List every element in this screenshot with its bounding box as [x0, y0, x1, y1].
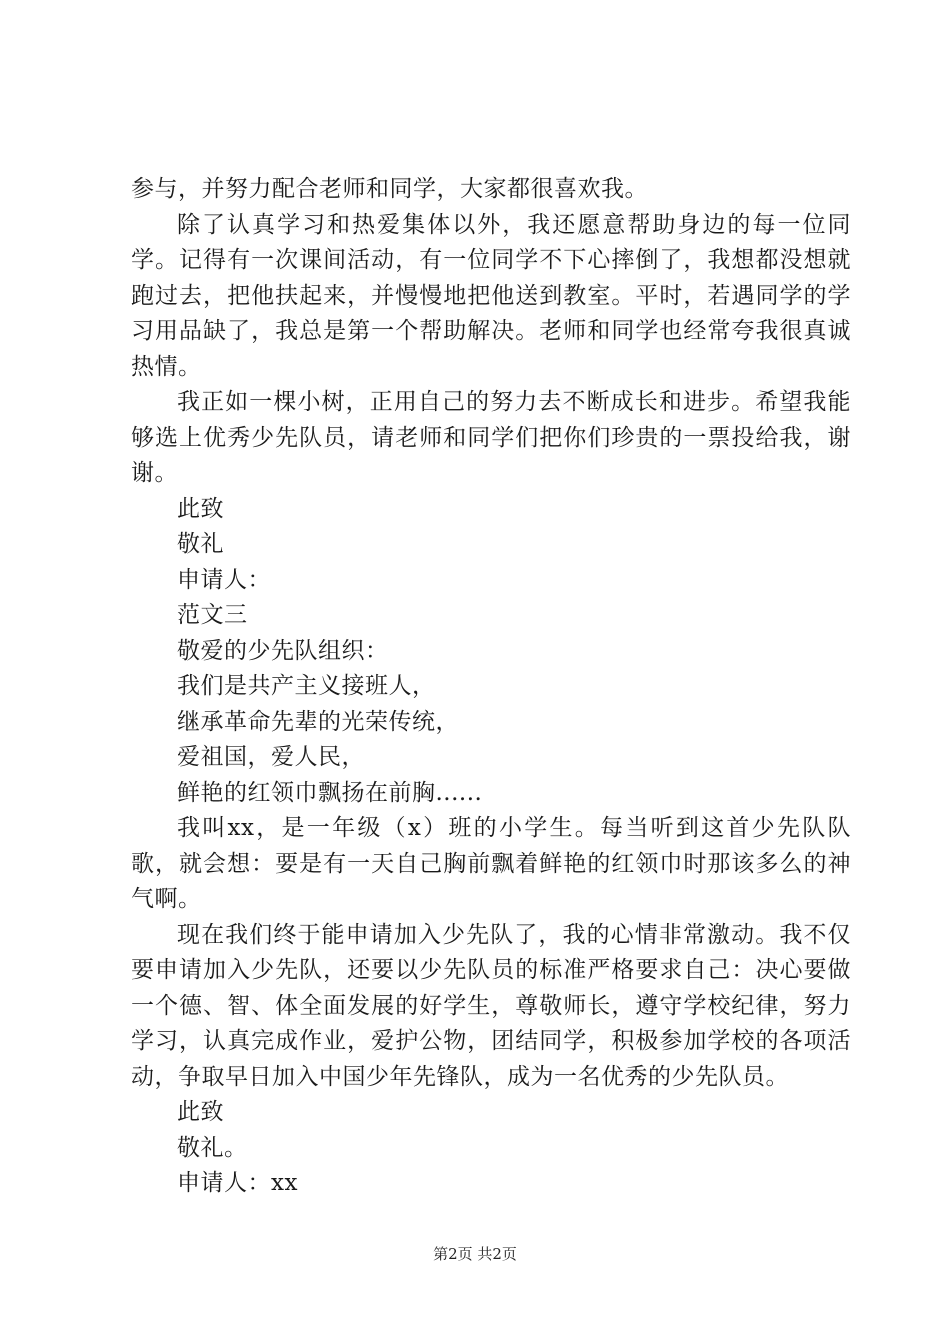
- paragraph: 我正如一棵小树，正用自己的努力去不断成长和进步。希望我能够选上优秀少先队员，请老师和同学们把你们珍贵的一票投给我，谢谢。: [131, 389, 851, 486]
- paragraph: 现在我们终于能申请加入少先队了，我的心情非常激动。我不仅要申请加入少先队，还要以少先队员的标准严格要求自己：决心要做一个德、智、体全面发展的好学生，尊敬师长，遵守学校纪律，努力学习，认真完成作业，爱护公物，团结同学，积极参加学校的各项活动，争取早日加入中国少年先锋队，成为一名优秀的少先队员。: [131, 921, 851, 1090]
- text-line: 此致: [177, 1099, 224, 1125]
- page-footer: 第2页 共2页: [433, 1245, 517, 1263]
- text-line: 鲜艳的红领巾飘扬在前胸......: [177, 779, 483, 806]
- text-line: 敬爱的少先队组织：: [177, 637, 389, 664]
- paragraph: 我叫xx，是一年级（x）班的小学生。每当听到这首少先队队歌，就会想：要是有一天自己胸前飘着鲜艳的红领巾时那该多么的神气啊。: [131, 815, 851, 912]
- text-line: 此致: [177, 495, 224, 522]
- text-line: 我们是共产主义接班人，: [177, 673, 436, 699]
- paragraph: 除了认真学习和热爱集体以外，我还愿意帮助身边的每一位同学。记得有一次课间活动，有一位同学不下心摔倒了，我想都没想就跑过去，把他扶起来，并慢慢地把他送到教室。平时，若遇同学的学习用品缺了，我总是第一个帮助解决。老师和同学也经常夸我很真诚热情。: [131, 211, 851, 380]
- text-line: 敬礼。: [177, 1134, 248, 1161]
- text-line: 申请人：xx: [177, 1170, 298, 1196]
- text-line: 爱祖国，爱人民，: [177, 744, 365, 770]
- text-line: 继承革命先辈的光荣传统，: [177, 708, 459, 735]
- document-body: [131, 172, 851, 1202]
- paragraph: 参与，并努力配合老师和同学，大家都很喜欢我。: [131, 176, 648, 202]
- text-line: 敬礼: [177, 531, 224, 557]
- text-line: 申请人：: [177, 566, 271, 593]
- text-line: 范文三: [177, 602, 248, 628]
